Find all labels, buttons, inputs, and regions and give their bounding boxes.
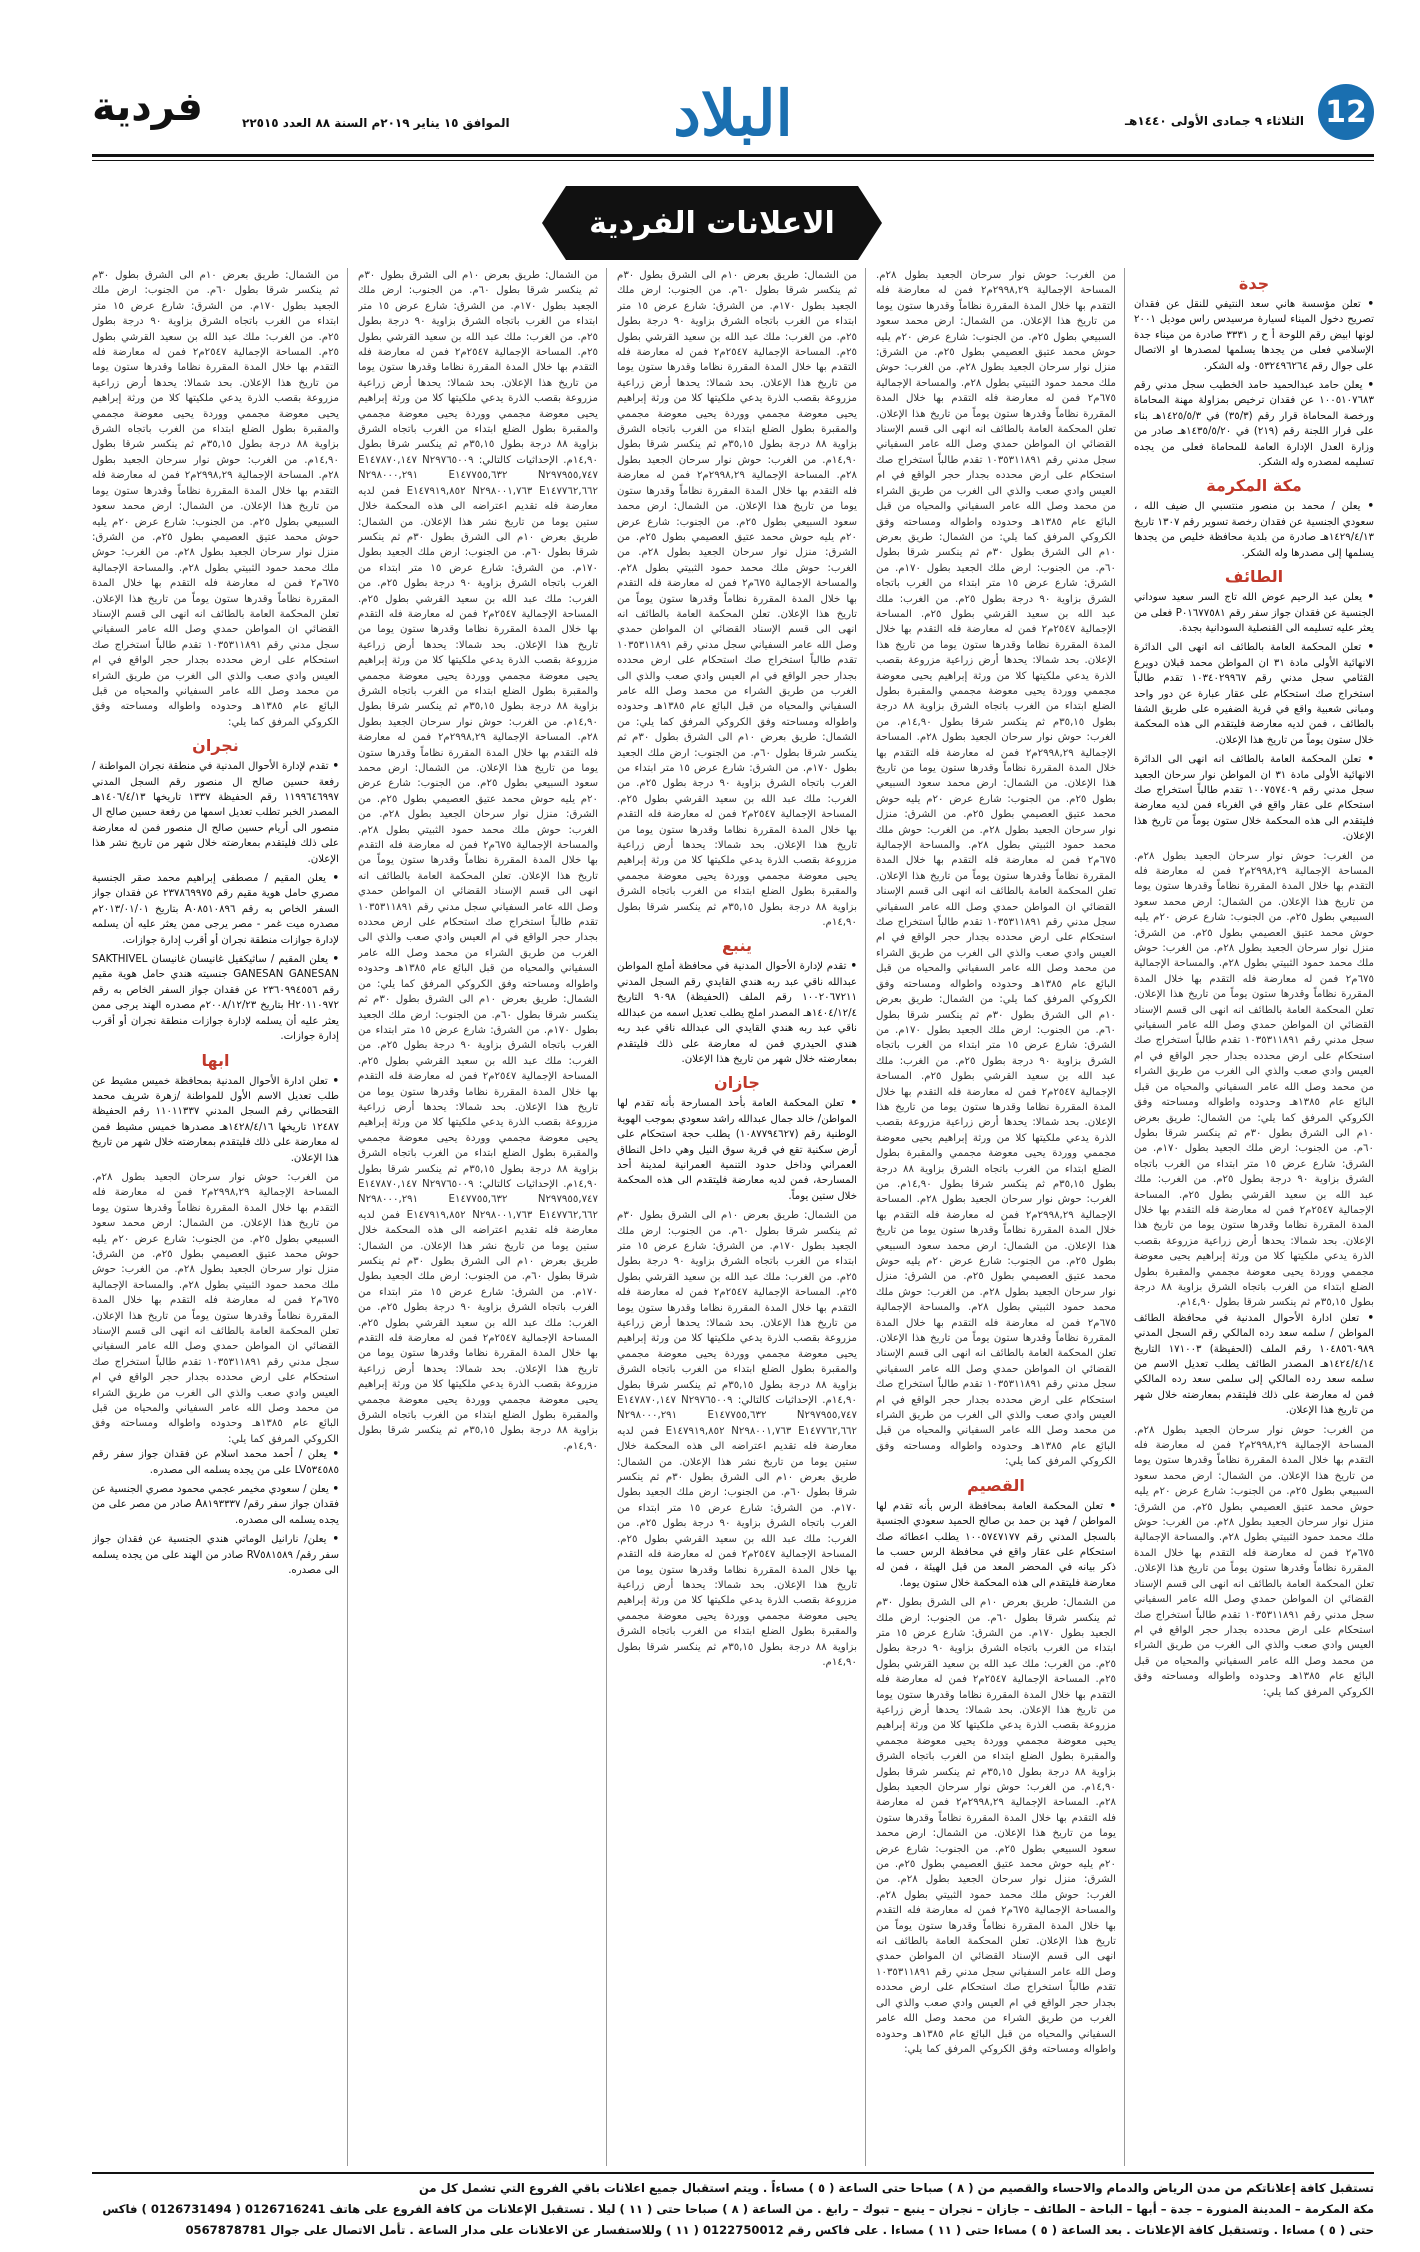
ad-item: • تعلن ادارة الأحوال المدنية في محافظة الطائف المواطن / سلمه سعد رده المالكي رقم السجل المدني ١٠٤٨٥٦٠٩٨٩ رقم الملف (الحفيظة) ١٧١٠٠٣ التاريخ ١٤٢٤/٤/١٤هـ المصدر الطائف يطلب تعديل الاسم من سلمه سعد رده المالكي إلى سلمى سعد رده المالكي فمن له معارضة على ذلك فليتقدم بمعارضته خلال شهر من تاريخ هذا الإعلان. (1134, 1311, 1374, 1419)
ad-body-text: من الشمال: طريق بعرض ١٠م الى الشرق بطول ٣٠م ثم ينكسر شرقا بطول ٦٠م. من الجنوب: ارض ملك الجعيد بطول ١٧٠م. من الشرق: شارع عرض ١٥ متر ابتداء من الغرب باتجاه الشرق بزاوية ٩٠ درجة بطول ٢٥م. من الغرب: ملك عبد الله بن سعيد القرشي بطول ٢٥م. المساحة الإجمالية ٢٥٤٧م٢ فمن له معارضة فله التقدم بها خلال المدة المقررة نظاما وقدرها ستون يوما من تاريخ هذا الإعلان. بحد شمالا: يحدها أرض زراعية مزروعة بقصب الذرة يدعي ملكيتها كلا من ورثة إبراهيم يحيى معوضة مجممي ووردة يحيى معوضة مجممي والمقبرة بطول الضلع ابتداء من الغرب باتجاه الشرق بزاوية ٨٨ درجة بطول ٣٥,١٥م ثم ينكسر شرقا بطول ١٤,٩٠م. (876, 994, 1116, 1190)
ad-item: • يعلن المقيم / مصطفى إبراهيم محمد صقر الجنسية مصري حامل هوية مقيم رقم ٢٣٧٨٦٩٩٧٥ عن فقدان جواز السفر الخاص به رقم A٠٨٥١٠٨٩٦ بتاريخ ٢٠١٣/٠١/٠١م مصدره ميت غمر - مصر يرجى ممن يعثر عليه أن يسلمه لإدارة جوازات منطقة نجران أو أقرب إدارة جوازات. (92, 871, 339, 948)
ad-item: • يعلن / سعودي مخيمر عجمي محمود مصري الجنسية عن فقدان جواز سفر رقم/ A٨١٩٣٣٣٧ صادر من مصر على من يجده يسلمه الى مصدره. (92, 1482, 339, 1528)
ad-body-text: من الشمال: طريق بعرض ١٠م الى الشرق بطول ٣٠م ثم ينكسر شرقا بطول ٦٠م. من الجنوب: ارض ملك الجعيد بطول ١٧٠م. من الشرق: شارع عرض ١٥ متر ابتداء من الغرب باتجاه الشرق بزاوية ٩٠ درجة بطول ٢٥م. من الغرب: ملك عبد الله بن سعيد القرشي بطول ٢٥م. المساحة الإجمالية ٢٥٤٧م٢ فمن له معارضة فله التقدم بها خلال المدة المقررة نظاما وقدرها ستون يوما من تاريخ هذا الإعلان. بحد شمالا: يحدها أرض زراعية مزروعة بقصب الذرة يدعي ملكيتها كلا من ورثة إبراهيم يحيى معوضة مجممي ووردة يحيى معوضة مجممي والمقبرة بطول الضلع ابتداء من الغرب باتجاه الشرق بزاوية ٨٨ درجة بطول ٣٥,١٥م ثم ينكسر شرقا بطول ١٤,٩٠م. (358, 978, 598, 1190)
ad-item: • تعلن المحكمة العامة بأحد المسارحة بأنه تقدم لها المواطن/ خالد جمال عبدالله راشد سعودي بموجب الهوية الوطنية رقم (١٠٨٧٧٩٤٦٢٧) يطلب حجة استحكام على أرض سكنية تقع في قرية سوق النيل وهي داخل النطاق العمراني وداخل حدود التنمية العمرانية لمدينة أحد المسارحة، فمن لديه معارضة فليتقدم الى هذه المحكمة خلال ستين يوماً. (617, 1096, 857, 1204)
ad-body-text: من الغرب: حوش نوار سرحان الجعيد بطول ٢٨م. المساحة الإجمالية ٢٩٩٨,٢٩م٢ فمن له معارضة فله التقدم بها خلال المدة المقررة نظاماً وقدرها ستون يوما من تاريخ هذا الإعلان. من الشمال: ارض محمد سعود السبيعي بطول ٢٥م. من الجنوب: شارع عرض ٢٠م يليه حوش محمد عتيق العصيمي بطول ٢٥م. من الشرق: منزل نوار سرحان الجعيد بطول ٢٨م. من الغرب: حوش ملك محمد حمود الثبيتي بطول ٢٨م. والمساحة الإجمالية ٦٧٥م٢ فمن له معارضة فله التقدم بها خلال المدة المقررة نظاماً وقدرها ستون يوماً من تاريخ هذا الإعلان. تعلن المحكمة العامة بالطائف انه انهى الى قسم الإسناد القضائي ان المواطن حمدي وصل الله عامر السفياني سجل مدني رقم ١٠٣٥٣١١٨٩١ تقدم طالباً استخراج صك استحكام على ارض محدده بجدار حجر الواقع في ام العيس وادي صعب والذي الى الغرب من طريق الشراء من محمد وصل الله عامر السفياني والمحياه من قبل البائع عام ١٣٨٥هـ وحدوده واطواله ومساحته وفق الكروكي المرفق كما يلي: (358, 716, 598, 990)
section-banner: الاعلانات الفردية (566, 186, 858, 260)
ad-body-text: من الشمال: طريق بعرض ١٠م الى الشرق بطول ٣٠م ثم ينكسر شرقا بطول ٦٠م. من الجنوب: ارض ملك الجعيد بطول ١٧٠م. من الشرق: شارع عرض ١٥ متر ابتداء من الغرب باتجاه الشرق بزاوية ٩٠ درجة بطول ٢٥م. من الغرب: ملك عبد الله بن سعيد القرشي بطول ٢٥م. المساحة الإجمالية ٢٥٤٧م٢ فمن له معارضة فله التقدم بها خلال المدة المقررة نظاما وقدرها ستون يوما من تاريخ هذا الإعلان. بحد شمالا: يحدها أرض زراعية مزروعة بقصب الذرة يدعي ملكيتها كلا من ورثة إبراهيم يحيى معوضة مجممي ووردة يحيى معوضة مجممي والمقبرة بطول الضلع ابتداء من الغرب باتجاه الشرق بزاوية ٨٨ درجة بطول ٣٥,١٥م ثم ينكسر شرقا بطول ١٤,٩٠م. (876, 1597, 1116, 1793)
section-label: فردية (92, 84, 203, 130)
ad-body-text: من الشمال: طريق بعرض ١٠م الى الشرق بطول ٣٠م ثم ينكسر شرقا بطول ٦٠م. من الجنوب: ارض ملك الجعيد بطول ١٧٠م. من الشرق: شارع عرض ١٥ متر ابتداء من الغرب باتجاه الشرق بزاوية ٩٠ درجة بطول ٢٥م. من الغرب: ملك عبد الله بن سعيد القرشي بطول ٢٥م. المساحة الإجمالية ٢٥٤٧م٢ فمن له معارضة فله التقدم بها خلال المدة المقررة نظاما وقدرها ستون يوما من تاريخ هذا الإعلان. بحد شمالا: يحدها أرض زراعية مزروعة بقصب الذرة يدعي ملكيتها كلا من ورثة إبراهيم يحيى معوضة مجممي ووردة يحيى معوضة مجممي والمقبرة بطول الضلع ابتداء من الغرب باتجاه الشرق بزاوية ٨٨ درجة بطول ٣٥,١٥م ثم ينكسر شرقا بطول ١٤,٩٠م. (358, 270, 598, 466)
ad-item: • تعلن ادارة الأحوال المدنية بمحافظة خميس مشيط عن طلب تعديل الاسم الأول للمواطنة /زهرة شريف محمد القحطاني رقم السجل المدني ١١٠١١٣٣٧ رقم الحفيظة ١٢٤٨٧ تاريخها ١٤٢٨/٤/١٦هـ مصدرها خميس مشيط فمن له معارضة على ذلك فليتقدم بمعارضته خلال شهر من تاريخ هذا الإعلان. (92, 1074, 339, 1166)
ad-body-text: من الغرب: حوش نوار سرحان الجعيد بطول ٢٨م. المساحة الإجمالية ٢٩٩٨,٢٩م٢ فمن له معارضة فله التقدم بها خلال المدة المقررة نظاماً وقدرها ستون يوما من تاريخ هذا الإعلان. من الشمال: ارض محمد سعود السبيعي بطول ٢٥م. من الجنوب: شارع عرض ٢٠م يليه حوش محمد عتيق العصيمي بطول ٢٥م. من الشرق: منزل نوار سرحان الجعيد بطول ٢٨م. من الغرب: حوش ملك محمد حمود الثبيتي بطول ٢٨م. والمساحة الإجمالية ٦٧٥م٢ فمن له معارضة فله التقدم بها خلال المدة المقررة نظاماً وقدرها ستون يوماً من تاريخ هذا الإعلان. تعلن المحكمة العامة بالطائف انه انهى الى قسم الإسناد القضائي ان المواطن حمدي وصل الله عامر السفياني سجل مدني رقم ١٠٣٥٣١١٨٩١ تقدم طالباً استخراج صك استحكام على ارض محدده بجدار حجر الواقع في ام العيس وادي صعب والذي الى الغرب من طريق الشراء من محمد وصل الله عامر السفياني والمحياه من قبل البائع عام ١٣٨٥هـ وحدوده واطواله ومساحته وفق الكروكي المرفق كما يلي: (876, 1178, 1116, 1468)
masthead (92, 78, 1374, 150)
column-divider (347, 268, 348, 2166)
ad-body-text: الإحداثيات كالتالي: N٢٩٧٦٥٠٠٩ E١٤٧٨٧٠,١٤٧ N٢٩٧٩٥٥,٧٤٧ E١٤٧٧٥٥,٦٣٢ N٢٩٨٠٠٠,٢٩١ E١٤٧٧٦٢,٦٦٢ N٢٩٨٠٠١,٧٦٣ E١٤٧٩١٩,٨٥٢ فمن لديه معارضة فله تقديم اعتراضه الى هذه المحكمة خلال ستين يوما من تاريخ نشر هذا الإعلان. (358, 1178, 598, 1252)
column-5 (92, 268, 339, 2166)
ad-body-text: من الغرب: حوش نوار سرحان الجعيد بطول ٢٨م. المساحة الإجمالية ٢٩٩٨,٢٩م٢ فمن له معارضة فله التقدم بها خلال المدة المقررة نظاماً وقدرها ستون يوما من تاريخ هذا الإعلان. من الشمال: ارض محمد سعود السبيعي بطول ٢٥م. من الجنوب: شارع عرض ٢٠م يليه حوش محمد عتيق العصيمي بطول ٢٥م. من الشرق: منزل نوار سرحان الجعيد بطول ٢٨م. من الغرب: حوش ملك محمد حمود الثبيتي بطول ٢٨م. والمساحة الإجمالية ٦٧٥م٢ فمن له معارضة فله التقدم بها خلال المدة المقررة نظاماً وقدرها ستون يوماً من تاريخ هذا الإعلان. تعلن المحكمة العامة بالطائف انه انهى الى قسم الإسناد القضائي ان المواطن حمدي وصل الله عامر السفياني سجل مدني رقم ١٠٣٥٣١١٨٩١ تقدم طالباً استخراج صك استحكام على ارض محدده بجدار حجر الواقع في ام العيس وادي صعب والذي الى الغرب من طريق الشراء من محمد وصل الله عامر السفياني والمحياه من قبل البائع عام ١٣٨٥هـ وحدوده واطواله ومساحته وفق الكروكي المرفق كما يلي: (617, 454, 857, 728)
ad-body-text: من الشمال: طريق بعرض ١٠م الى الشرق بطول ٣٠م ثم ينكسر شرقا بطول ٦٠م. من الجنوب: ارض ملك الجعيد بطول ١٧٠م. من الشرق: شارع عرض ١٥ متر ابتداء من الغرب باتجاه الشرق بزاوية ٩٠ درجة بطول ٢٥م. من الغرب: ملك عبد الله بن سعيد القرشي بطول ٢٥م. المساحة الإجمالية ٢٥٤٧م٢ فمن له معارضة فله التقدم بها خلال المدة المقررة نظاما وقدرها ستون يوما من تاريخ هذا الإعلان. بحد شمالا: يحدها أرض زراعية مزروعة بقصب الذرة يدعي ملكيتها كلا من ورثة إبراهيم يحيى معوضة مجممي ووردة يحيى معوضة مجممي والمقبرة بطول الضلع ابتداء من الغرب باتجاه الشرق بزاوية ٨٨ درجة بطول ٣٥,١٥م ثم ينكسر شرقا بطول ١٤,٩٠م. (1134, 1112, 1374, 1309)
column-4 (358, 268, 598, 2166)
top-rule-thin (92, 160, 1374, 161)
city-heading-jeddah: جدة (1238, 274, 1270, 293)
ad-body-text: من الشمال: طريق بعرض ١٠م الى الشرق بطول ٣٠م ثم ينكسر شرقا بطول ٦٠م. من الجنوب: ارض ملك الجعيد بطول ١٧٠م. من الشرق: شارع عرض ١٥ متر ابتداء من الغرب باتجاه الشرق بزاوية ٩٠ درجة بطول ٢٥م. من الغرب: ملك عبد الله بن سعيد القرشي بطول ٢٥م. المساحة الإجمالية ٢٥٤٧م٢ فمن له معارضة فله التقدم بها خلال المدة المقررة نظاما وقدرها ستون يوما من تاريخ هذا الإعلان. بحد شمالا: يحدها أرض زراعية مزروعة بقصب الذرة يدعي ملكيتها كلا من ورثة إبراهيم يحيى معوضة مجممي ووردة يحيى معوضة مجممي والمقبرة بطول الضلع ابتداء من الغرب باتجاه الشرق بزاوية ٨٨ درجة بطول ٣٥,١٥م ثم ينكسر شرقا بطول ١٤,٩٠م. (92, 270, 339, 466)
column-1 (1134, 268, 1374, 2166)
ad-item: • يعلن/ نارانيل الوماتي هندي الجنسية عن فقدان جواز سفر رقم/ RV٥٨١٥٨٩ صادر من الهند على من يجده يسلمه الى مصدره. (92, 1532, 339, 1578)
city-heading-qassim: القصيم (967, 1475, 1025, 1495)
ad-body-text: من الغرب: حوش نوار سرحان الجعيد بطول ٢٨م. المساحة الإجمالية ٢٩٩٨,٢٩م٢ فمن له معارضة فله التقدم بها خلال المدة المقررة نظاماً وقدرها ستون يوما من تاريخ هذا الإعلان. من الشمال: ارض محمد سعود السبيعي بطول ٢٥م. من الجنوب: شارع عرض ٢٠م يليه حوش محمد عتيق العصيمي بطول ٢٥م. من الشرق: منزل نوار سرحان الجعيد بطول ٢٨م. من الغرب: حوش ملك محمد حمود الثبيتي بطول ٢٨م. والمساحة الإجمالية ٦٧٥م٢ فمن له معارضة فله التقدم بها خلال المدة المقررة نظاماً وقدرها ستون يوماً من تاريخ هذا الإعلان. تعلن المحكمة العامة بالطائف انه انهى الى قسم الإسناد القضائي ان المواطن حمدي وصل الله عامر السفياني سجل مدني رقم ١٠٣٥٣١١٨٩١ تقدم طالباً استخراج صك استحكام على ارض محدده بجدار حجر الواقع في ام العيس وادي صعب والذي الى الغرب من طريق الشراء من محمد وصل الله عامر السفياني والمحياه من قبل البائع عام ١٣٨٥هـ وحدوده واطواله ومساحته وفق الكروكي المرفق كما يلي: (876, 270, 1116, 543)
column-divider (606, 268, 607, 2166)
city-heading-abha: ابها (201, 1050, 230, 1070)
ad-item: • تعلن مؤسسة هاني سعد النتيفي للنقل عن فقدان تصريح دخول الميناء لسيارة مرسيدس راس موديل ٢٠٠١ لونها ابيض رقم اللوحة أ ح ر ٣٣٣١ صادرة من ميناء جدة الإسلامي فعلى من يجدها يسلمها لمصدرها او الاتصال على جوال رقم ٠٥٣٢٤٩٦٢٦٤ وله الشكر. (1134, 297, 1374, 374)
ad-item: • يعلن / محمد بن منصور منتسبي ال ضيف الله ، سعودي الجنسية عن فقدان رخصة تسوير رقم ١٣٠٧ تاريخ ١٤٢٩/٤/١٣هـ صادرة من بلدية محافظة خليص من يجدها يسلمها إلى مصدرها وله الشكر. (1134, 499, 1374, 561)
hijri-date: الثلاثاء ٩ جمادى الأولى ١٤٤٠هـ (1124, 114, 1304, 128)
ad-body-text: من الغرب: حوش نوار سرحان الجعيد بطول ٢٨م. المساحة الإجمالية ٢٩٩٨,٢٩م٢ فمن له معارضة فله التقدم بها خلال المدة المقررة نظاماً وقدرها ستون يوما من تاريخ هذا الإعلان. من الشمال: ارض محمد سعود السبيعي بطول ٢٥م. من الجنوب: شارع عرض ٢٠م يليه حوش محمد عتيق العصيمي بطول ٢٥م. من الشرق: منزل نوار سرحان الجعيد بطول ٢٨م. من الغرب: حوش ملك محمد حمود الثبيتي بطول ٢٨م. والمساحة الإجمالية ٦٧٥م٢ فمن له معارضة فله التقدم بها خلال المدة المقررة نظاماً وقدرها ستون يوماً من تاريخ هذا الإعلان. تعلن المحكمة العامة بالطائف انه انهى الى قسم الإسناد القضائي ان المواطن حمدي وصل الله عامر السفياني سجل مدني رقم ١٠٣٥٣١١٨٩١ تقدم طالباً استخراج صك استحكام على ارض محدده بجدار حجر الواقع في ام العيس وادي صعب والذي الى الغرب من طريق الشراء من محمد وصل الله عامر السفياني والمحياه من قبل البائع عام ١٣٨٥هـ وحدوده واطواله ومساحته وفق الكروكي المرفق كما يلي: (876, 716, 1116, 1006)
ad-body-text: من الشمال: طريق بعرض ١٠م الى الشرق بطول ٣٠م ثم ينكسر شرقا بطول ٦٠م. من الجنوب: ارض ملك الجعيد بطول ١٧٠م. من الشرق: شارع عرض ١٥ متر ابتداء من الغرب باتجاه الشرق بزاوية ٩٠ درجة بطول ٢٥م. من الغرب: ملك عبد الله بن سعيد القرشي بطول ٢٥م. المساحة الإجمالية ٢٥٤٧م٢ فمن له معارضة فله التقدم بها خلال المدة المقررة نظاما وقدرها ستون يوما من تاريخ هذا الإعلان. بحد شمالا: يحدها أرض زراعية مزروعة بقصب الذرة يدعي ملكيتها كلا من ورثة إبراهيم يحيى معوضة مجممي ووردة يحيى معوضة مجممي والمقبرة بطول الضلع ابتداء من الغرب باتجاه الشرق بزاوية ٨٨ درجة بطول ٣٥,١٥م ثم ينكسر شرقا بطول ١٤,٩٠م. (358, 1240, 598, 1452)
ad-body-text: من الغرب: حوش نوار سرحان الجعيد بطول ٢٨م. المساحة الإجمالية ٢٩٩٨,٢٩م٢ فمن له معارضة فله التقدم بها خلال المدة المقررة نظاماً وقدرها ستون يوما من تاريخ هذا الإعلان. من الشمال: ارض محمد سعود السبيعي بطول ٢٥م. من الجنوب: شارع عرض ٢٠م يليه حوش محمد عتيق العصيمي بطول ٢٥م. من الشرق: منزل نوار سرحان الجعيد بطول ٢٨م. من الغرب: حوش ملك محمد حمود الثبيتي بطول ٢٨م. والمساحة الإجمالية ٦٧٥م٢ فمن له معارضة فله التقدم بها خلال المدة المقررة نظاماً وقدرها ستون يوماً من تاريخ هذا الإعلان. تعلن المحكمة العامة بالطائف انه انهى الى قسم الإسناد القضائي ان المواطن حمدي وصل الله عامر السفياني سجل مدني رقم ١٠٣٥٣١١٨٩١ تقدم طالباً استخراج صك استحكام على ارض محدده بجدار حجر الواقع في ام العيس وادي صعب والذي الى الغرب من طريق الشراء من محمد وصل الله عامر السفياني والمحياه من قبل البائع عام ١٣٨٥هـ وحدوده واطواله ومساحته وفق الكروكي المرفق كما يلي: (876, 1782, 1116, 2055)
classifieds-columns (92, 268, 1374, 2166)
footer-contact-info (92, 2178, 1374, 2242)
ad-body-text: من الغرب: حوش نوار سرحان الجعيد بطول ٢٨م. المساحة الإجمالية ٢٩٩٨,٢٩م٢ فمن له معارضة فله التقدم بها خلال المدة المقررة نظاماً وقدرها ستون يوما من تاريخ هذا الإعلان. من الشمال: ارض محمد سعود السبيعي بطول ٢٥م. من الجنوب: شارع عرض ٢٠م يليه حوش محمد عتيق العصيمي بطول ٢٥م. من الشرق: منزل نوار سرحان الجعيد بطول ٢٨م. من الغرب: حوش ملك محمد حمود الثبيتي بطول ٢٨م. والمساحة الإجمالية ٦٧٥م٢ فمن له معارضة فله التقدم بها خلال المدة المقررة نظاماً وقدرها ستون يوماً من تاريخ هذا الإعلان. تعلن المحكمة العامة بالطائف انه انهى الى قسم الإسناد القضائي ان المواطن حمدي وصل الله عامر السفياني سجل مدني رقم ١٠٣٥٣١١٨٩١ تقدم طالباً استخراج صك استحكام على ارض محدده بجدار حجر الواقع في ام العيس وادي صعب والذي الى الغرب من طريق الشراء من محمد وصل الله عامر السفياني والمحياه من قبل البائع عام ١٣٨٥هـ وحدوده واطواله ومساحته وفق الكروكي المرفق كما يلي: (92, 1171, 339, 1445)
footer-line: حتى ( ٥ ) مساءا . وتستقبل كافة الإعلانات . بعد الساعة ( ٥ ) مساءا حتى ( ١١ ) مساءا . على فاكس رقم 0122750012 ( ١١ ) وللاستفسار عن الاعلانات على مدار الساعة . تأمل الاتصال على جوال 0567878781 (185, 2223, 1374, 2237)
ad-item: • يعلن عبد الرحيم عوض الله تاج السر سعيد سوداني الجنسية عن فقدان جواز سفر رقم P٠١٦٧٧٥٨١ فعلى من يعثر عليه تسليمه الى القنصلية السودانية بجدة. (1134, 590, 1374, 636)
ad-body-text: من الشمال: طريق بعرض ١٠م الى الشرق بطول ٣٠م ثم ينكسر شرقا بطول ٦٠م. من الجنوب: ارض ملك الجعيد بطول ١٧٠م. من الشرق: شارع عرض ١٥ متر ابتداء من الغرب باتجاه الشرق بزاوية ٩٠ درجة بطول ٢٥م. من الغرب: ملك عبد الله بن سعيد القرشي بطول ٢٥م. المساحة الإجمالية ٢٥٤٧م٢ فمن له معارضة فله التقدم بها خلال المدة المقررة نظاما وقدرها ستون يوما من تاريخ هذا الإعلان. بحد شمالا: يحدها أرض زراعية مزروعة بقصب الذرة يدعي ملكيتها كلا من ورثة إبراهيم يحيى معوضة مجممي ووردة يحيى معوضة مجممي والمقبرة بطول الضلع ابتداء من الغرب باتجاه الشرق بزاوية ٨٨ درجة بطول ٣٥,١٥م ثم ينكسر شرقا بطول ١٤,٩٠م. (617, 1210, 857, 1407)
city-heading-taif: الطائف (1224, 567, 1284, 587)
ad-body-text: من الغرب: حوش نوار سرحان الجعيد بطول ٢٨م. المساحة الإجمالية ٢٩٩٨,٢٩م٢ فمن له معارضة فله التقدم بها خلال المدة المقررة نظاماً وقدرها ستون يوما من تاريخ هذا الإعلان. من الشمال: ارض محمد سعود السبيعي بطول ٢٥م. من الجنوب: شارع عرض ٢٠م يليه حوش محمد عتيق العصيمي بطول ٢٥م. من الشرق: منزل نوار سرحان الجعيد بطول ٢٨م. من الغرب: حوش ملك محمد حمود الثبيتي بطول ٢٨م. والمساحة الإجمالية ٦٧٥م٢ فمن له معارضة فله التقدم بها خلال المدة المقررة نظاماً وقدرها ستون يوماً من تاريخ هذا الإعلان. تعلن المحكمة العامة بالطائف انه انهى الى قسم الإسناد القضائي ان المواطن حمدي وصل الله عامر السفياني سجل مدني رقم ١٠٣٥٣١١٨٩١ تقدم طالباً استخراج صك استحكام على ارض محدده بجدار حجر الواقع في ام العيس وادي صعب والذي الى الغرب من طريق الشراء من محمد وصل الله عامر السفياني والمحياه من قبل البائع عام ١٣٨٥هـ وحدوده واطواله ومساحته وفق الكروكي المرفق كما يلي: (92, 454, 339, 728)
ad-item: • تقدم لإدارة الأحوال المدنية في محافظة أملج المواطن عبدالله ناقي عبد ربه هندي القايدي رقم السجل المدني ١٠٠٢٠٦٧٢١١ رقم الملف (الحفيظة) ٩٠٩٨ التاريخ ١٤٠٤/١٢/٤هـ المصدر املج يطلب تعديل اسمه من عبدالله ناقي عبد ربه هندي القايدي الى عبدالله ناقي عبد ربه هندي الحيدري فمن له معارضة على ذلك فليتقدم بمعارضته خلال شهر من تاريخ هذا الإعلان. (617, 959, 857, 1067)
ad-item: • تعلن المحكمة العامة بالطائف انه انهى الى الدائرة الانهائية الأولى مادة ٣١ ان المواطن نوار سرحان الجعيد سجل مدني رقم ١٠٠٧٥٧٤٠٩ تقدم طالباً استخراج صك استحكام على عقار واقع في الغرباء فمن لديه معارضة فليتقدم الى هذه المحكمة خلال ستون يوماً من تاريخ هذا الإعلان. (1134, 752, 1374, 844)
ad-body-text: من الشمال: طريق بعرض ١٠م الى الشرق بطول ٣٠م ثم ينكسر شرقا بطول ٦٠م. من الجنوب: ارض ملك الجعيد بطول ١٧٠م. من الشرق: شارع عرض ١٥ متر ابتداء من الغرب باتجاه الشرق بزاوية ٩٠ درجة بطول ٢٥م. من الغرب: ملك عبد الله بن سعيد القرشي بطول ٢٥م. المساحة الإجمالية ٢٥٤٧م٢ فمن له معارضة فله التقدم بها خلال المدة المقررة نظاما وقدرها ستون يوما من تاريخ هذا الإعلان. بحد شمالا: يحدها أرض زراعية مزروعة بقصب الذرة يدعي ملكيتها كلا من ورثة إبراهيم يحيى معوضة مجممي ووردة يحيى معوضة مجممي والمقبرة بطول الضلع ابتداء من الغرب باتجاه الشرق بزاوية ٨٨ درجة بطول ٣٥,١٥م ثم ينكسر شرقا بطول ١٤,٩٠م. (358, 516, 598, 728)
ad-item: • يعلن / أحمد محمد اسلام عن فقدان جواز سفر رقم LV٥٣٤٥٨٥ على من يجده يسلمه الى مصدره. (92, 1447, 339, 1478)
ad-body-text: من الشمال: طريق بعرض ١٠م الى الشرق بطول ٣٠م ثم ينكسر شرقا بطول ٦٠م. من الجنوب: ارض ملك الجعيد بطول ١٧٠م. من الشرق: شارع عرض ١٥ متر ابتداء من الغرب باتجاه الشرق بزاوية ٩٠ درجة بطول ٢٥م. من الغرب: ملك عبد الله بن سعيد القرشي بطول ٢٥م. المساحة الإجمالية ٢٥٤٧م٢ فمن له معارضة فله التقدم بها خلال المدة المقررة نظاما وقدرها ستون يوما من تاريخ هذا الإعلان. بحد شمالا: يحدها أرض زراعية مزروعة بقصب الذرة يدعي ملكيتها كلا من ورثة إبراهيم يحيى معوضة مجممي ووردة يحيى معوضة مجممي والمقبرة بطول الضلع ابتداء من الغرب باتجاه الشرق بزاوية ٨٨ درجة بطول ٣٥,١٥م ثم ينكسر شرقا بطول ١٤,٩٠م. (617, 1456, 857, 1668)
column-2 (876, 268, 1116, 2166)
footer-line: تستقبل كافة إعلاناتكم من مدن الرياض والدمام والاحساء والقصيم من ( ٨ ) صباحا حتى الساعة ( ٥ ) مساءاً . ويتم استقبال جميع اعلانات باقي الفروع التي تشمل كل من (418, 2181, 1374, 2195)
ad-item: • تقدم لإدارة الأحوال المدنية في منطقة نجران المواطنة / رفعة حسين صالح ال منصور رقم السجل المدني ١١٩٩٦٤٦٩٩٧ رقم الحفيظة ١٣٣٧ تاريخها ١٤٠٦/٤/١٣هـ المصدر الخبر تطلب تعديل اسمها من رفعة حسين صالح ال منصور الى أريام حسين صالح ال منصور فمن له معارضة على ذلك فليتقدم بمعارضته خلال شهر من تاريخ نشر هذا الإعلان. (92, 759, 339, 867)
footer-line: مكة المكرمة – المدينة المنورة – جدة – أبها – الباحة – الطائف – جازان – نجران – ينبع – تبوك – رابغ . من الساعة ( ٨ ) صباحا حتى ( ١١ ) ليلا . تستقبل الإعلانات من كافة الفروع على هاتف 0126716241 ( 0126731494 ) فاكس (102, 2202, 1374, 2216)
ad-item: • تعلن المحكمة العامة بمحافظة الرس بأنه تقدم لها المواطن / فهد بن حمد بن صالح الحميد سعودي الجنسية بالسجل المدني رقم ١٠٠٥٧٤٧١٧٧ يطلب اعطائه صك استحكام على عقار واقع في محافظة الرس حسب ما ذكر بيانه في المحضر المعد من قبل الهيئة ، فمن له معارضة فليتقدم الى هذه المحكمة خلال ستون يوما. (876, 1499, 1116, 1591)
ad-body-text: من الشمال: طريق بعرض ١٠م الى الشرق بطول ٣٠م ثم ينكسر شرقا بطول ٦٠م. من الجنوب: ارض ملك الجعيد بطول ١٧٠م. من الشرق: شارع عرض ١٥ متر ابتداء من الغرب باتجاه الشرق بزاوية ٩٠ درجة بطول ٢٥م. من الغرب: ملك عبد الله بن سعيد القرشي بطول ٢٥م. المساحة الإجمالية ٢٥٤٧م٢ فمن له معارضة فله التقدم بها خلال المدة المقررة نظاما وقدرها ستون يوما من تاريخ هذا الإعلان. بحد شمالا: يحدها أرض زراعية مزروعة بقصب الذرة يدعي ملكيتها كلا من ورثة إبراهيم يحيى معوضة مجممي ووردة يحيى معوضة مجممي والمقبرة بطول الضلع ابتداء من الغرب باتجاه الشرق بزاوية ٨٨ درجة بطول ٣٥,١٥م ثم ينكسر شرقا بطول ١٤,٩٠م. (876, 531, 1116, 728)
ad-item: • يعلن المقيم / ساثيكفيل غانيسان غانيسان SAKTHIVEL GANESAN GANESAN جنسيته هندي حامل هوية مقيم رقم ٢٣٦٠٩٩٤٥٥٦ عن فقدان جواز السفر الخاص به رقم H٢٠١١٠٩٧٢ بتاريخ ٢٠٠٨/١٢/٢٣م مصدره الهند يرجى ممن يعثر عليه أن يسلمه لإدارة جوازات منطقة نجران أو أقرب إدارة جوازات. (92, 952, 339, 1044)
ad-body-text: الإحداثيات كالتالي: N٢٩٧٦٥٠٠٩ E١٤٧٨٧٠,١٤٧ N٢٩٧٩٥٥,٧٤٧ E١٤٧٧٥٥,٦٣٢ N٢٩٨٠٠٠,٢٩١ E١٤٧٧٦٢,٦٦٢ N٢٩٨٠٠١,٧٦٣ E١٤٧٩١٩,٨٥٢ فمن لديه معارضة فله تقديم اعتراضه الى هذه المحكمة خلال ستين يوما من تاريخ نشر هذا الإعلان. (358, 454, 598, 528)
ad-item: • يعلن حامد عبدالحميد حامد الخطيب سجل مدني رقم ١٠٠٥١٠٧٦٨٣ عن فقدان ترخيص بمزاولة مهنة المحاماة ورخصة المحاماة قرار رقم (٣٥/٣) في ١٤٢٥/٥/٣هـ بناء على قرار اللجنة رقم (٢١٩) في ١٤٣٥/٥/٢٠هـ صادر من وزارة العدل الإدارة العامة للمحاماة فعلى من يجده تسليمه لمصدره وله الشكر. (1134, 378, 1374, 470)
city-heading-najran: نجران (192, 736, 239, 756)
city-heading-jazan: جازان (714, 1073, 760, 1093)
ad-body-text: من الغرب: حوش نوار سرحان الجعيد بطول ٢٨م. المساحة الإجمالية ٢٩٩٨,٢٩م٢ فمن له معارضة فله التقدم بها خلال المدة المقررة نظاماً وقدرها ستون يوما من تاريخ هذا الإعلان. من الشمال: ارض محمد سعود السبيعي بطول ٢٥م. من الجنوب: شارع عرض ٢٠م يليه حوش محمد عتيق العصيمي بطول ٢٥م. من الشرق: منزل نوار سرحان الجعيد بطول ٢٨م. من الغرب: حوش ملك محمد حمود الثبيتي بطول ٢٨م. والمساحة الإجمالية ٦٧٥م٢ فمن له معارضة فله التقدم بها خلال المدة المقررة نظاماً وقدرها ستون يوماً من تاريخ هذا الإعلان. تعلن المحكمة العامة بالطائف انه انهى الى قسم الإسناد القضائي ان المواطن حمدي وصل الله عامر السفياني سجل مدني رقم ١٠٣٥٣١١٨٩١ تقدم طالباً استخراج صك استحكام على ارض محدده بجدار حجر الواقع في ام العيس وادي صعب والذي الى الغرب من طريق الشراء من محمد وصل الله عامر السفياني والمحياه من قبل البائع عام ١٣٨٥هـ وحدوده واطواله ومساحته وفق الكروكي المرفق كما يلي: (1134, 1424, 1374, 1698)
city-heading-yanbu: ينبع (722, 936, 752, 956)
newspaper-logo: البلاد (673, 77, 793, 150)
gregorian-date-issue: الموافق ١٥ يناير ٢٠١٩م السنة ٨٨ العدد ٢٢٥١٥ (242, 116, 510, 130)
ad-body-text: من الشمال: طريق بعرض ١٠م الى الشرق بطول ٣٠م ثم ينكسر شرقا بطول ٦٠م. من الجنوب: ارض ملك الجعيد بطول ١٧٠م. من الشرق: شارع عرض ١٥ متر ابتداء من الغرب باتجاه الشرق بزاوية ٩٠ درجة بطول ٢٥م. من الغرب: ملك عبد الله بن سعيد القرشي بطول ٢٥م. المساحة الإجمالية ٢٥٤٧م٢ فمن له معارضة فله التقدم بها خلال المدة المقررة نظاما وقدرها ستون يوما من تاريخ هذا الإعلان. بحد شمالا: يحدها أرض زراعية مزروعة بقصب الذرة يدعي ملكيتها كلا من ورثة إبراهيم يحيى معوضة مجممي ووردة يحيى معوضة مجممي والمقبرة بطول الضلع ابتداء من الغرب باتجاه الشرق بزاوية ٨٨ درجة بطول ٣٥,١٥م ثم ينكسر شرقا بطول ١٤,٩٠م. (617, 270, 857, 466)
ad-body-text: الإحداثيات كالتالي: N٢٩٧٦٥٠٠٩ E١٤٧٨٧٠,١٤٧ N٢٩٧٩٥٥,٧٤٧ E١٤٧٧٥٥,٦٣٢ N٢٩٨٠٠٠,٢٩١ E١٤٧٧٦٢,٦٦٢ N٢٩٨٠٠١,٧٦٣ E١٤٧٩١٩,٨٥٢ فمن لديه معارضة فله تقديم اعتراضه الى هذه المحكمة خلال ستين يوما من تاريخ نشر هذا الإعلان. (617, 1395, 857, 1468)
footer-rule (92, 2172, 1374, 2174)
ad-item: • تعلن المحكمة العامة بالطائف انه انهى الى الدائرة الانهائية الأولى مادة ٣١ ان المواطن محمد قبلان دويرع القثامي سجل مدني رقم ١٠٣٤٠٢٩٩٦٧ تقدم طالباً استخراج صك استحكام على عقار عبارة عن دور واحد ومبانى شعبية واقع في قرية الضفيره على طريق الشفا بالطائف ، فمن لديه معارضة فليتقدم الى هذه المحكمة خلال ستون يوماً من تاريخ هذا الإعلان. (1134, 640, 1374, 748)
column-divider (865, 268, 866, 2166)
ad-body-text: من الغرب: حوش نوار سرحان الجعيد بطول ٢٨م. المساحة الإجمالية ٢٩٩٨,٢٩م٢ فمن له معارضة فله التقدم بها خلال المدة المقررة نظاماً وقدرها ستون يوما من تاريخ هذا الإعلان. من الشمال: ارض محمد سعود السبيعي بطول ٢٥م. من الجنوب: شارع عرض ٢٠م يليه حوش محمد عتيق العصيمي بطول ٢٥م. من الشرق: منزل نوار سرحان الجعيد بطول ٢٨م. من الغرب: حوش ملك محمد حمود الثبيتي بطول ٢٨م. والمساحة الإجمالية ٦٧٥م٢ فمن له معارضة فله التقدم بها خلال المدة المقررة نظاماً وقدرها ستون يوماً من تاريخ هذا الإعلان. تعلن المحكمة العامة بالطائف انه انهى الى قسم الإسناد القضائي ان المواطن حمدي وصل الله عامر السفياني سجل مدني رقم ١٠٣٥٣١١٨٩١ تقدم طالباً استخراج صك استحكام على ارض محدده بجدار حجر الواقع في ام العيس وادي صعب والذي الى الغرب من طريق الشراء من محمد وصل الله عامر السفياني والمحياه من قبل البائع عام ١٣٨٥هـ وحدوده واطواله ومساحته وفق الكروكي المرفق كما يلي: (1134, 850, 1374, 1124)
column-divider (1124, 268, 1125, 2166)
city-heading-makkah: مكة المكرمة (1206, 476, 1302, 496)
page-number: 12 (1318, 84, 1374, 140)
top-rule (92, 154, 1374, 157)
column-3 (617, 268, 857, 2166)
ad-body-text: من الشمال: طريق بعرض ١٠م الى الشرق بطول ٣٠م ثم ينكسر شرقا بطول ٦٠م. من الجنوب: ارض ملك الجعيد بطول ١٧٠م. من الشرق: شارع عرض ١٥ متر ابتداء من الغرب باتجاه الشرق بزاوية ٩٠ درجة بطول ٢٥م. من الغرب: ملك عبد الله بن سعيد القرشي بطول ٢٥م. المساحة الإجمالية ٢٥٤٧م٢ فمن له معارضة فله التقدم بها خلال المدة المقررة نظاما وقدرها ستون يوما من تاريخ هذا الإعلان. بحد شمالا: يحدها أرض زراعية مزروعة بقصب الذرة يدعي ملكيتها كلا من ورثة إبراهيم يحيى معوضة مجممي ووردة يحيى معوضة مجممي والمقبرة بطول الضلع ابتداء من الغرب باتجاه الشرق بزاوية ٨٨ درجة بطول ٣٥,١٥م ثم ينكسر شرقا بطول ١٤,٩٠م. (617, 716, 857, 929)
